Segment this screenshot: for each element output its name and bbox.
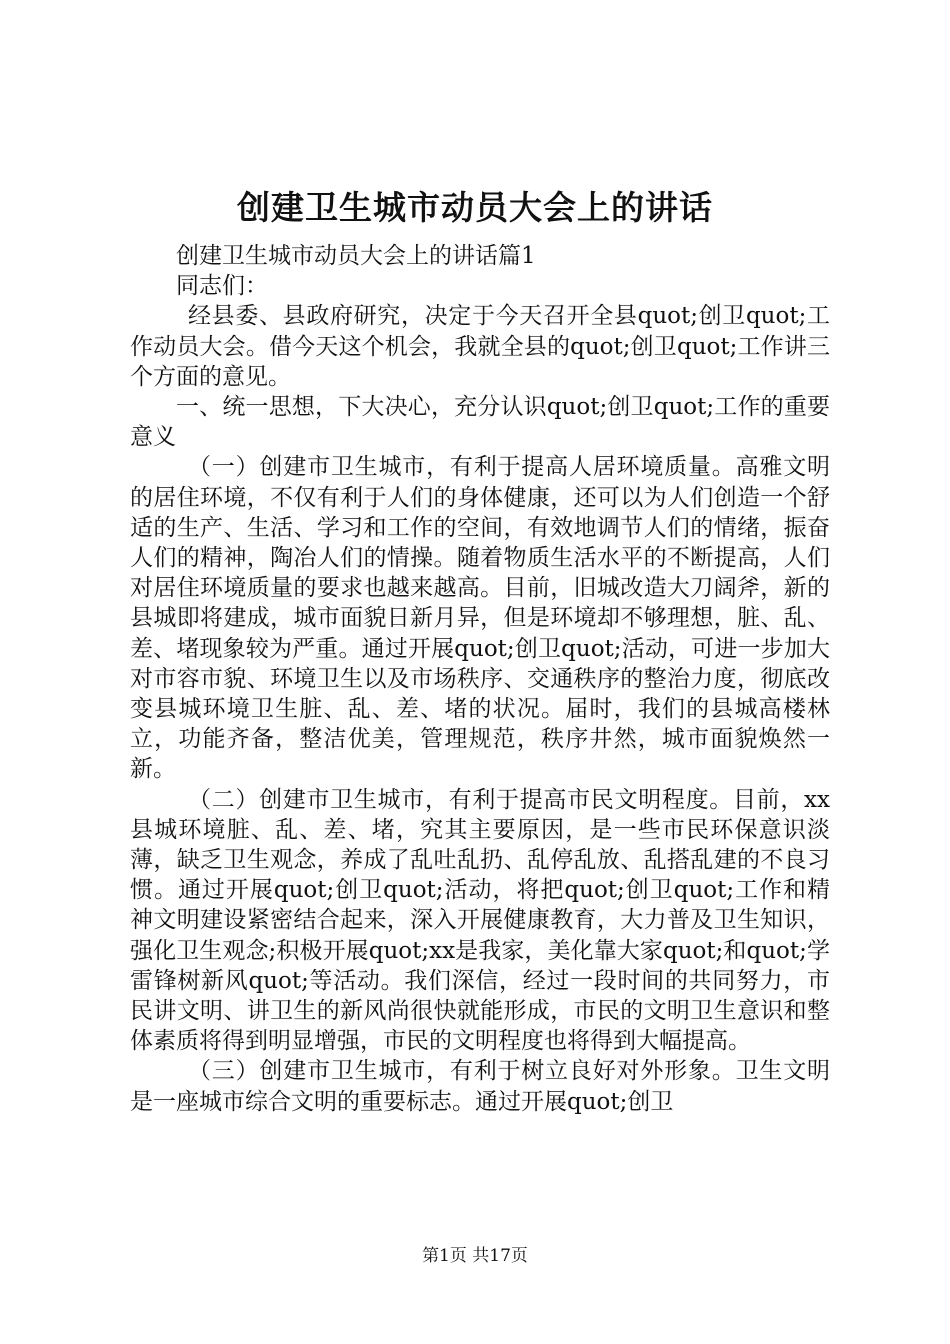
document-body <box>130 241 830 1117</box>
page-footer: 第1页 共17页 <box>422 1246 528 1266</box>
paragraph-point-three: （三）创建市卫生城市，有利于树立良好对外形象。卫生文明是一座城市综合文明的重要标志。通过开展quot;创卫 <box>130 1058 830 1115</box>
salutation: 同志们： <box>176 273 268 300</box>
paragraph-point-two: （二）创建市卫生城市，有利于提高市民文明程度。目前，xx县城环境脏、乱、差、堵，究其主要原因，是一些市民环保意识淡薄，缺乏卫生观念，养成了乱吐乱扔、乱停乱放、乱搭乱建的不良习惯。通过开展quot;创卫quot;活动，将把quot;创卫quot;工作和精神文明建设紧密结合起来，深入开展健康教育，大力普及卫生知识，强化卫生观念;积极开展quot;xx是我家，美化靠大家quot;和quot;学雷锋树新风quot;等活动。我们深信，经过一段时间的共同努力，市民讲文明、讲卫生的新风尚很快就能形成，市民的文明卫生意识和整体素质将得到明显增强，市民的文明程度也将得到大幅提高。 <box>130 786 830 1055</box>
paragraph-part-one-heading: 一、统一思想，下大决心，充分认识quot;创卫quot;工作的重要意义 <box>130 394 830 451</box>
section-heading: 创建卫生城市动员大会上的讲话篇1 <box>176 243 536 269</box>
document-title: 创建卫生城市动员大会上的讲话 <box>237 188 713 227</box>
paragraph-intro: 经县委、县政府研究，决定于今天召开全县quot;创卫quot;工作动员大会。借今天这个机会，我就全县的quot;创卫quot;工作讲三个方面的意见。 <box>130 303 830 390</box>
paragraph-point-one: （一）创建市卫生城市，有利于提高人居环境质量。高雅文明的居住环境，不仅有利于人们的身体健康，还可以为人们创造一个舒适的生产、生活、学习和工作的空间，有效地调节人们的情绪，振奋人们的精神，陶冶人们的情操。随着物质生活水平的不断提高，人们对居住环境质量的要求也越来越高。目前，旧城改造大刀阔斧，新的县城即将建成，城市面貌日新月异，但是环境却不够理想，脏、乱、差、堵现象较为严重。通过开展quot;创卫quot;活动，可进一步加大对市容市貌、环境卫生以及市场秩序、交通秩序的整治力度，彻底改变县城环境卫生脏、乱、差、堵的状况。届时，我们的县城高楼林立，功能齐备，整洁优美，管理规范，秩序井然，城市面貌焕然一新。 <box>130 454 830 783</box>
